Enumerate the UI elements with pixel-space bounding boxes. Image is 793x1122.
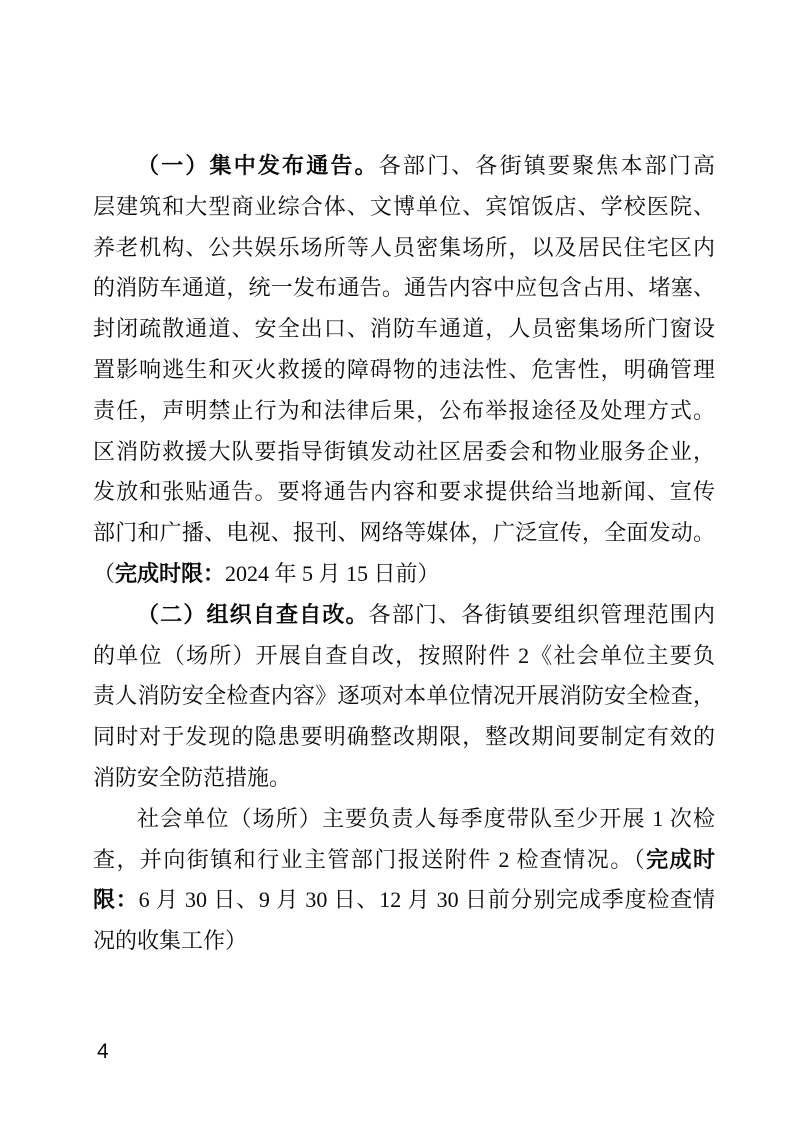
para-1 bbox=[93, 146, 715, 595]
text-line bbox=[93, 350, 715, 391]
text-run: 部门和广播、电视、报刊、网络等媒体，广泛宣传，全面发动。 bbox=[93, 520, 715, 546]
text-line bbox=[93, 880, 715, 921]
text-run: 发放和张贴通告。要将通告内容和要求提供给当地新闻、宣传 bbox=[93, 479, 715, 505]
text-line bbox=[93, 717, 715, 758]
text-run: 的单位（场所）开展自查自改，按照附件 2《社会单位主要负 bbox=[93, 642, 715, 668]
text-line bbox=[93, 391, 715, 432]
text-run: 养老机构、公共娱乐场所等人员密集场所，以及居民住宅区内 bbox=[93, 234, 715, 260]
text-run-bold: 完成时限： bbox=[115, 560, 226, 586]
text-line bbox=[93, 513, 715, 554]
text-line bbox=[93, 758, 715, 799]
text-line bbox=[93, 432, 715, 473]
document-body bbox=[93, 146, 715, 962]
text-run: 6 月 30 日、9 月 30 日、12 月 30 日前分别完成季度检查情 bbox=[138, 887, 715, 913]
text-line bbox=[93, 595, 715, 636]
text-line bbox=[93, 268, 715, 309]
text-run: （ bbox=[93, 560, 116, 586]
text-run-bold: 限： bbox=[93, 887, 139, 913]
text-line bbox=[93, 676, 715, 717]
text-run-bold: 完成时 bbox=[646, 846, 715, 872]
text-line bbox=[93, 840, 715, 881]
text-run: 责人消防安全检查内容》逐项对本单位情况开展消防安全检查， bbox=[93, 683, 715, 709]
text-run-bold: （二）组织自查自改。 bbox=[137, 601, 369, 627]
text-run: 区消防救援大队要指导街镇发动社区居委会和物业服务企业， bbox=[93, 438, 715, 464]
text-line bbox=[93, 472, 715, 513]
text-run: 各部门、各街镇要组织管理范围内 bbox=[368, 601, 715, 627]
text-run: 置影响逃生和灭火救援的障碍物的违法性、危害性，明确管理 bbox=[93, 356, 715, 382]
para-2 bbox=[93, 595, 715, 799]
text-line bbox=[93, 309, 715, 350]
text-line bbox=[93, 554, 715, 595]
text-run: 各部门、各街镇要聚焦本部门高 bbox=[378, 153, 715, 178]
text-run: 况的收集工作） bbox=[93, 928, 248, 954]
text-run: 封闭疏散通道、安全出口、消防车通道，人员密集场所门窗设 bbox=[93, 316, 715, 342]
text-run: 查，并向街镇和行业主管部门报送附件 2 检查情况。（ bbox=[93, 846, 647, 872]
text-run: 责任，声明禁止行为和法律后果，公布举报途径及处理方式。 bbox=[93, 397, 715, 423]
text-run: 消防安全防范措施。 bbox=[93, 764, 292, 790]
text-run: 同时对于发现的隐患要明确整改期限，整改期间要制定有效的 bbox=[93, 724, 715, 750]
text-run: 2024 年 5 月 15 日前） bbox=[225, 560, 440, 586]
page-number: 4 bbox=[97, 1040, 109, 1063]
text-run: 社会单位（场所）主要负责人每季度带队至少开展 1 次检 bbox=[137, 805, 715, 831]
text-line bbox=[93, 228, 715, 269]
text-line bbox=[93, 146, 715, 187]
text-line bbox=[93, 799, 715, 840]
text-run: 层建筑和大型商业综合体、文博单位、宾馆饭店、学校医院、 bbox=[93, 193, 715, 219]
para-3 bbox=[93, 799, 715, 962]
text-run-bold: （一）集中发布通告。 bbox=[137, 153, 379, 178]
text-line bbox=[93, 187, 715, 228]
text-line bbox=[93, 636, 715, 677]
text-line bbox=[93, 921, 715, 962]
text-run: 的消防车通道，统一发布通告。通告内容中应包含占用、堵塞、 bbox=[93, 275, 715, 301]
